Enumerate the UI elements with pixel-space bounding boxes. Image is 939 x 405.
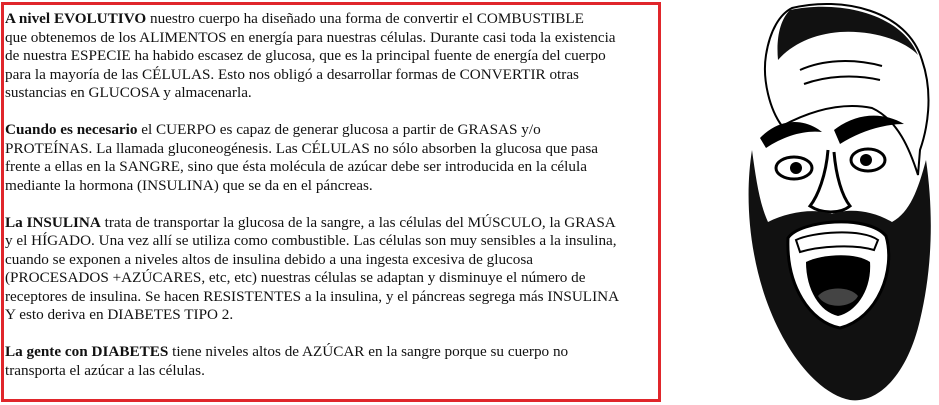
- shouting-bearded-face-icon: [722, 0, 939, 405]
- left-eyebrow: [760, 122, 822, 148]
- paragraph-lead: La gente con DIABETES: [5, 343, 169, 360]
- paragraph-necesario: Cuando es necesario el CUERPO es capaz de generar glucosa a partir de GRASAS y/o PROTEÍNAS. La llamada gluconeogénesis. Las CÉLULAS no sólo absorben la glucosa que pasa frente a ellas en la SANGRE, sino que ésta molécula de azúcar debe ser introducida en la célula mediante la hormona (INSULINA) que se da en el páncreas.: [5, 121, 599, 194]
- paragraph-lead: La INSULINA: [5, 213, 101, 231]
- paragraph-evolutivo: A nivel EVOLUTIVO nuestro cuerpo ha diseñado una forma de convertir el COMBUSTIBLE que obtenemos de los ALIMENTOS en energía para nuestras células. Durante casi toda la existencia de nuestra ESPECIE ha habido escasez de glucosa, que es la principal fuente de energía del cuerpo para la mayoría de las CÉLULAS. Esto nos obligó a desarrollar formas de CONVERTIR otras sustancias en GLUCOSA y almacenarla.: [5, 10, 616, 101]
- paragraph-lead: Cuando es necesario: [5, 121, 138, 138]
- paragraph-lead: A nivel EVOLUTIVO: [5, 10, 147, 27]
- paragraph-diabetes: La gente con DIABETES tiene niveles altos de AZÚCAR en la sangre porque su cuerpo no transporta el azúcar a las células.: [5, 343, 569, 379]
- right-eyebrow: [834, 116, 904, 144]
- article-text: [5, 10, 653, 399]
- paragraph-insulina: La INSULINA trata de transportar la glucosa de la sangre, a las células del MÚSCULO, la GRASA y el HÍGADO. Una vez allí se utiliza como combustible. Las células son muy sensibles a la insulina, cuando se exponen a niveles altos de insulina debido a una ingesta excesiva de glucosa (PROCESADOS +AZÚCARES, etc, etc) nuestras células se adaptan y disminuye el número de receptores de insulina. Se hacen RESISTENTES a la insulina, y el páncreas segrega más INSULINA Y esto deriva en DIABETES TIPO 2.: [5, 213, 620, 323]
- nose: [810, 150, 850, 212]
